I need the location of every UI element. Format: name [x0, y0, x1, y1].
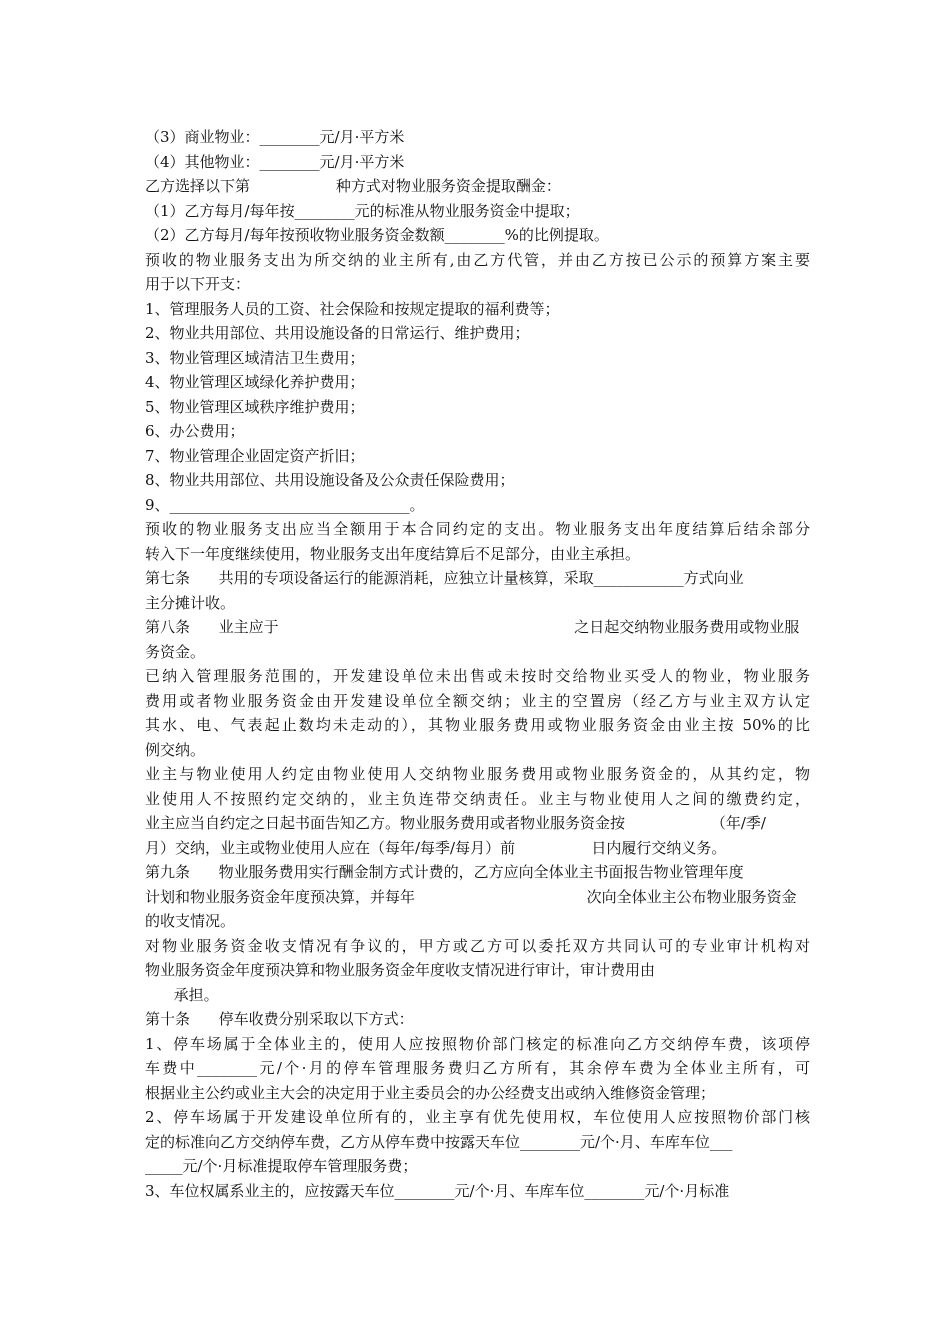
text-line: 物业服务资金年度预决算和物业服务资金年度收支情况进行审计，审计费用由 — [145, 961, 656, 979]
text-line: 8、物业共用部位、共用设施设备及公众责任保险费用； — [145, 471, 515, 489]
text-line: 7、物业管理企业固定资产折旧； — [145, 446, 365, 465]
text-line: 月）交纳，业主或物业使用人应在（每年/每季/每月）前 日内履行交纳义务。 — [145, 838, 727, 857]
text-line: 第七条 共用的专项设备运行的能源消耗，应独立计量核算，采取____________方式向业 — [145, 569, 744, 587]
text-line: 预收的物业服务支出应当全额用于本合同约定的支出。物业服务支出年度结算后结余部分 — [145, 520, 810, 538]
text-line: 2、停车场属于开发建设单位所有的，业主享有优先使用权，车位使用人应按照物价部门核 — [145, 1108, 810, 1126]
text-line: 业主应当自约定之日起书面告知乙方。物业服务费用或者物业服务资金按 （年/季/ — [145, 814, 766, 832]
text-line: 4、物业管理区域绿化养护费用； — [145, 373, 365, 391]
text-line: 例交纳。 — [145, 740, 206, 759]
text-line: （4）其他物业：________元/月·平方米 — [145, 152, 405, 171]
text-line: 业使用人不按照约定交纳的，业主负连带交纳责任。业主与物业使用人之间的缴费约定， — [145, 789, 810, 808]
text-line: （3）商业物业：________元/月·平方米 — [145, 128, 405, 146]
text-line: 车费中________元/个·月的停车管理服务费归乙方所有，其余停车费为全体业主所有，可 — [145, 1059, 810, 1077]
text-line: 转入下一年度继续使用，物业服务支出年度结算后不足部分，由业主承担。 — [145, 544, 641, 563]
text-line: 第九条 物业服务费用实行酬金制方式计费的，乙方应向全体业主书面报告物业管理年度 — [145, 863, 744, 881]
text-line: 的收支情况。 — [145, 912, 236, 930]
document-page — [145, 125, 810, 1203]
text-line: 务资金。 — [145, 642, 206, 661]
text-line: 5、物业管理区域秩序维护费用； — [145, 397, 365, 416]
text-line: 用于以下开支： — [145, 275, 251, 293]
text-line: 对物业服务资金收支情况有争议的，甲方或乙方可以委托双方共同认可的专业审计机构对 — [145, 936, 810, 955]
text-line: （1）乙方每月/每年按________元的标准从物业服务资金中提取； — [145, 201, 580, 220]
text-line: 乙方选择以下第 种方式对物业服务资金提取酬金： — [145, 177, 561, 195]
text-line: 3、物业管理区域清洁卫生费用； — [145, 348, 365, 367]
text-line: 3、车位权属系业主的，应按露天车位________元/个·月、车库车位________元/个·月标准 — [145, 1181, 730, 1200]
text-line: 业主与物业使用人约定由物业使用人交纳物业服务费用或物业服务资金的，从其约定，物 — [145, 765, 810, 783]
text-line: 第八条 业主应于 之日起交纳物业服务费用或物业服 — [145, 618, 800, 636]
text-line: 2、物业共用部位、共用设施设备的日常运行、维护费用； — [145, 324, 530, 342]
text-line: 1、管理服务人员的工资、社会保险和按规定提取的福利费等； — [145, 299, 560, 318]
text-line: 定的标准向乙方交纳停车费，乙方从停车费中按露天车位________元/个·月、车库车位___ — [145, 1132, 733, 1151]
text-line: 主分摊计收。 — [145, 593, 236, 612]
text-line: 已纳入管理服务范围的，开发建设单位未出售或未按时交给物业买受人的物业，物业服务 — [145, 667, 810, 685]
text-line: 1、停车场属于全体业主的，使用人应按照物价部门核定的标准向乙方交纳停车费，该项停 — [145, 1034, 810, 1053]
text-line: 计划和物业服务资金年度预决算，并每年 次向全体业主公布物业服务资金 — [145, 887, 797, 906]
text-line: （2）乙方每月/每年按预收物业服务资金数额________%的比例提取。 — [145, 226, 609, 244]
text-line: 9、________________________________。 — [145, 495, 425, 514]
text-line: 费用或者物业服务资金由开发建设单位全额交纳；业主的空置房（经乙方与业主双方认定 — [145, 691, 810, 710]
text-line: 6、办公费用； — [145, 422, 245, 440]
text-line: _____元/个·月标准提取停车管理服务费； — [145, 1157, 418, 1175]
text-line: 根据业主公约或业主大会的决定用于业主委员会的办公经费支出或纳入维修资金管理； — [145, 1083, 716, 1102]
text-line: 承担。 — [145, 985, 219, 1004]
text-line: 第十条 停车收费分别采取以下方式： — [145, 1010, 414, 1028]
text-line: 预收的物业服务支出为所交纳的业主所有,由乙方代管，并由乙方按已公示的预算方案主要 — [145, 250, 810, 269]
text-line: 其水、电、气表起止数均未走动的），其物业服务费用或物业服务资金由业主按 50%的比 — [145, 716, 810, 734]
